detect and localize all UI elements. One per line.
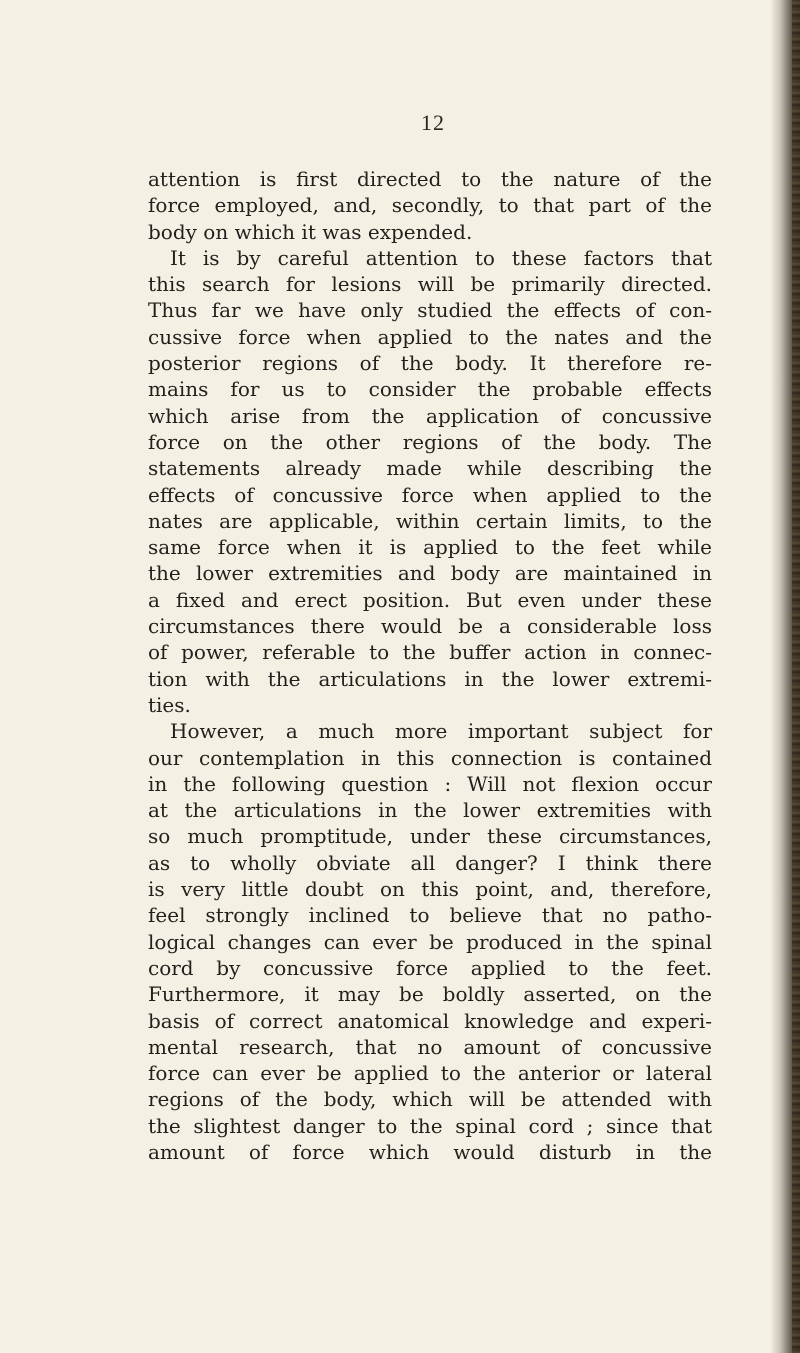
- binding-edge: [792, 0, 800, 1353]
- text-line: ties.: [148, 692, 191, 717]
- text-line: statements already made while describing the: [148, 456, 712, 481]
- text-line: force employed, and, secondly, to that part of the: [148, 193, 712, 218]
- text-line: feel strongly inclined to believe that no patho-: [148, 903, 712, 928]
- text-line: as to wholly obviate all danger? I think there: [148, 850, 712, 875]
- text-line: body on which it was expended.: [148, 219, 473, 244]
- text-line: tion with the articulations in the lower extremi-: [148, 666, 712, 691]
- text-line: this search for lesions will be primarily directed.: [148, 272, 712, 297]
- text-line: the slightest danger to the spinal cord ; since that: [148, 1113, 712, 1138]
- text-line: in the following question : Will not flexion occur: [148, 771, 712, 796]
- text-line: which arise from the application of concussive: [148, 403, 712, 428]
- text-line: mains for us to consider the probable effects: [148, 377, 712, 402]
- body-text: [148, 166, 712, 1165]
- text-line: our contemplation in this connection is contained: [148, 745, 712, 770]
- text-line: same force when it is applied to the feet while: [148, 535, 712, 560]
- text-line: mental research, that no amount of concussive: [148, 1034, 712, 1059]
- text-line: so much promptitude, under these circumstances,: [148, 824, 712, 849]
- text-line: Furthermore, it may be boldly asserted, on the: [148, 982, 712, 1007]
- text-line: logical changes can ever be produced in the spinal: [148, 929, 712, 954]
- text-line: effects of concussive force when applied to the: [148, 482, 712, 507]
- text-line: nates are applicable, within certain limits, to the: [148, 508, 712, 533]
- text-line: of power, referable to the buffer action in connec-: [148, 640, 712, 665]
- text-line: regions of the body, which will be attended with: [148, 1087, 712, 1112]
- text-line: cussive force when applied to the nates and the: [148, 324, 712, 349]
- text-line: force can ever be applied to the anterior or lateral: [148, 1061, 712, 1086]
- text-line: at the articulations in the lower extremities with: [148, 798, 712, 823]
- text-line: a fixed and erect position. But even under these: [148, 587, 712, 612]
- text-line: basis of correct anatomical knowledge and experi-: [148, 1008, 712, 1033]
- text-line: Thus far we have only studied the effects of con-: [148, 298, 712, 323]
- text-line: circumstances there would be a considerable loss: [148, 614, 712, 639]
- page-number: 12: [421, 110, 445, 135]
- text-line: cord by concussive force applied to the feet.: [148, 955, 712, 980]
- text-line: It is by careful attention to these factors that: [170, 245, 712, 270]
- text-line: is very little doubt on this point, and, therefore,: [148, 877, 712, 902]
- text-line: attention is first directed to the nature of the: [148, 167, 712, 191]
- text-line: force on the other regions of the body. The: [148, 429, 712, 454]
- text-line: the lower extremities and body are maintained in: [148, 561, 712, 586]
- text-line: However, a much more important subject for: [170, 719, 712, 744]
- text-line: amount of force which would disturb in the: [148, 1139, 712, 1164]
- text-line: posterior regions of the body. It therefore re-: [148, 351, 712, 376]
